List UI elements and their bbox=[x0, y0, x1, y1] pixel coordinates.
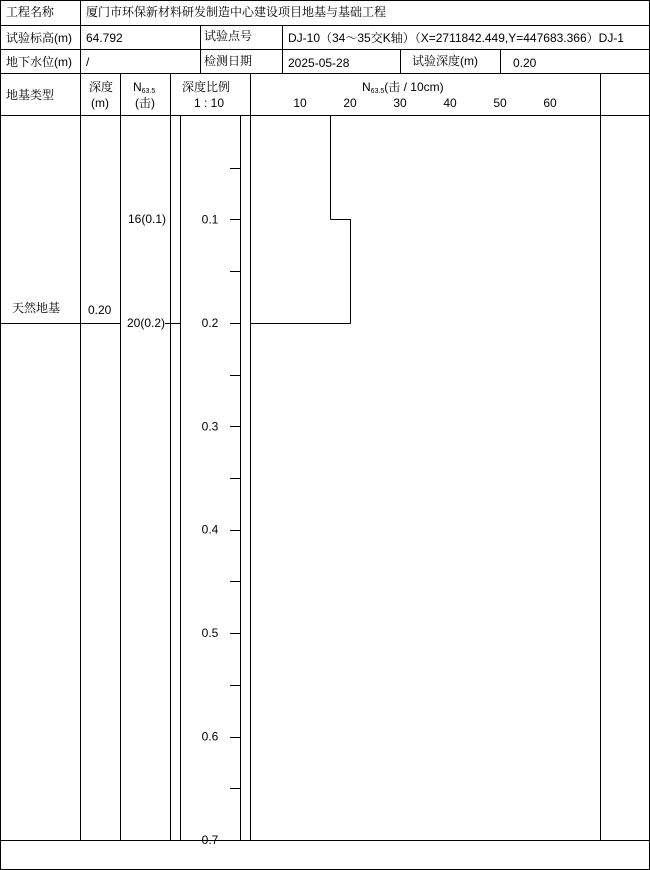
scale-ratio: 1 : 10 bbox=[194, 96, 225, 110]
depth-header: 深度 bbox=[89, 80, 114, 94]
depth-tick-label: 0.3 bbox=[201, 419, 219, 434]
test-depth-value: 0.20 bbox=[513, 56, 537, 70]
point-label: 试验点号 bbox=[204, 29, 253, 43]
x-tick-label: 50 bbox=[493, 96, 507, 110]
n-unit-header: (击) bbox=[135, 96, 155, 110]
x-tick-label: 20 bbox=[343, 96, 357, 110]
depth-tick-label: 0.5 bbox=[201, 626, 219, 641]
water-level-value: / bbox=[86, 55, 90, 69]
x-tick-label: 60 bbox=[543, 96, 557, 110]
x-tick-label: 10 bbox=[293, 96, 307, 110]
x-tick-label: 30 bbox=[393, 96, 407, 110]
elevation-label: 试验标高(m) bbox=[6, 31, 72, 45]
soil-type-name: 天然地基 bbox=[12, 301, 61, 315]
test-depth-label: 试验深度(m) bbox=[412, 54, 478, 68]
chart-title bbox=[362, 80, 444, 99]
soil-type-header: 地基类型 bbox=[6, 88, 55, 102]
n-symbol: N bbox=[133, 80, 142, 94]
test-date-label: 检测日期 bbox=[204, 54, 253, 68]
soil-depth-value: 0.20 bbox=[88, 303, 112, 317]
scale-title: 深度比例 bbox=[182, 80, 231, 94]
chart-title-suffix: (击 / 10cm) bbox=[384, 80, 444, 94]
depth-unit-header: (m) bbox=[91, 96, 109, 110]
elevation-value: 64.792 bbox=[86, 31, 123, 45]
depth-tick-label: 0.4 bbox=[201, 522, 219, 537]
test-date-value: 2025-05-28 bbox=[288, 56, 350, 70]
chart-title-prefix: N bbox=[362, 80, 371, 94]
project-label: 工程名称 bbox=[6, 5, 55, 19]
n-reading: 20(0.2) bbox=[127, 316, 166, 330]
n-subscript: 63.5 bbox=[141, 88, 156, 95]
chart-title-subscript: 63.5 bbox=[370, 88, 385, 95]
n-reading: 16(0.1) bbox=[128, 212, 167, 226]
project-name: 厦门市环保新材料研发制造中心建设项目地基与基础工程 bbox=[86, 5, 387, 19]
depth-tick-label: 0.1 bbox=[201, 212, 219, 227]
water-level-label: 地下水位(m) bbox=[6, 55, 72, 69]
x-tick-label: 40 bbox=[443, 96, 457, 110]
point-value: DJ-10（34～35交K轴）（X=2711842.449,Y=447683.366）DJ-1 bbox=[288, 31, 624, 45]
depth-tick-label: 0.6 bbox=[201, 729, 219, 744]
depth-tick-label: 0.2 bbox=[201, 315, 219, 330]
depth-tick-label: 0.7 bbox=[201, 833, 219, 847]
